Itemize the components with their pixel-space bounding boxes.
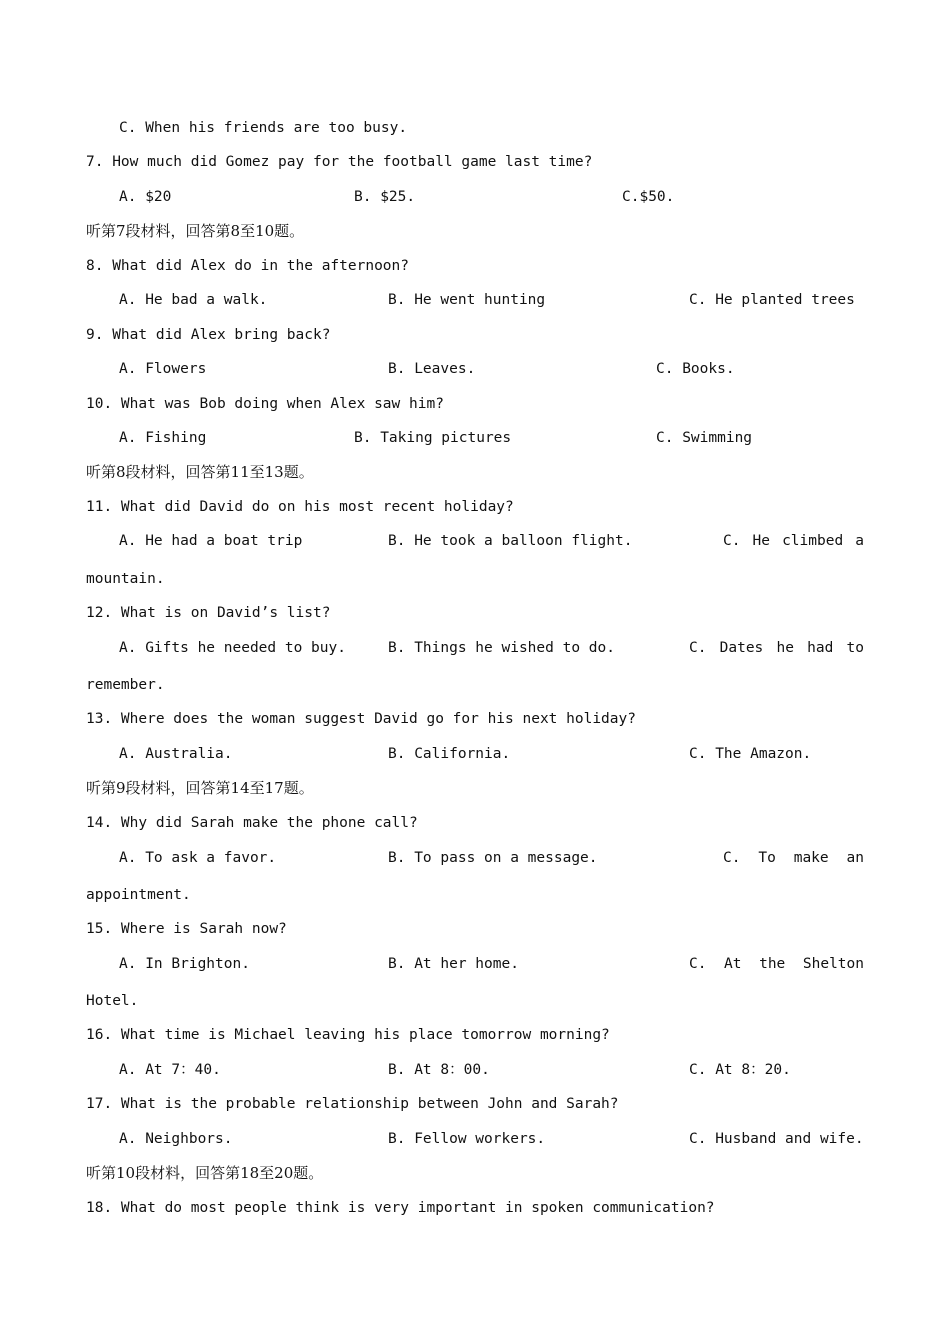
- q9-option-a: A. Flowers: [119, 361, 207, 377]
- section-heading-9: 听第9段材料，回答第14至17题。: [86, 779, 314, 797]
- q11-option-c-word: a: [855, 533, 864, 549]
- question-11: 11. What did David do on his most recent holiday?: [86, 499, 514, 515]
- section-heading-8: 听第8段材料，回答第11至13题。: [86, 463, 314, 481]
- section-heading-10: 听第10段材料，回答第18至20题。: [86, 1164, 324, 1182]
- q14-option-a: A. To ask a favor.: [119, 850, 277, 866]
- question-16: 16. What time is Michael leaving his place tomorrow morning?: [86, 1027, 610, 1043]
- q14-option-c-word: C.: [723, 850, 741, 866]
- question-8: 8. What did Alex do in the afternoon?: [86, 258, 410, 274]
- q9-option-b: B. Leaves.: [388, 361, 476, 377]
- q8-option-b: B. He went hunting: [388, 292, 546, 308]
- q12-option-c-word: had: [807, 640, 834, 656]
- question-17: 17. What is the probable relationship between John and Sarah?: [86, 1096, 619, 1112]
- q15-option-a: A. In Brighton.: [119, 956, 250, 972]
- q14-option-c: [723, 848, 864, 868]
- q11-option-c-word: He: [752, 533, 770, 549]
- q15-option-c: [689, 954, 864, 974]
- q14-option-c-word: To: [758, 850, 776, 866]
- q8-option-c: C. He planted trees: [689, 292, 855, 308]
- q15-option-c-word: At: [724, 956, 742, 972]
- q11-option-c: [723, 531, 864, 551]
- q11-option-c-continued: mountain.: [86, 571, 165, 587]
- q16-option-b: B. At 8：00.: [388, 1062, 490, 1078]
- q14-option-c-word: make: [793, 850, 829, 866]
- question-7: 7. How much did Gomez pay for the football game last time?: [86, 154, 593, 170]
- question-9: 9. What did Alex bring back?: [86, 327, 331, 343]
- q14-option-c-continued: appointment.: [86, 887, 191, 903]
- question-13: 13. Where does the woman suggest David go for his next holiday?: [86, 711, 636, 727]
- section-heading-7: 听第7段材料，回答第8至10题。: [86, 222, 305, 240]
- q16-option-a: A. At 7：40.: [119, 1062, 221, 1078]
- q9-option-c: C. Books.: [656, 361, 735, 377]
- q12-option-b: B. Things he wished to do.: [388, 640, 615, 656]
- q15-option-c-word: C.: [689, 956, 707, 972]
- q11-option-a: A. He had a boat trip: [119, 533, 303, 549]
- question-15: 15. Where is Sarah now?: [86, 921, 287, 937]
- q15-option-b: B. At her home.: [388, 956, 519, 972]
- question-10: 10. What was Bob doing when Alex saw him?: [86, 396, 444, 412]
- q17-option-c: C. Husband and wife.: [689, 1131, 864, 1147]
- q12-option-c-word: to: [846, 640, 864, 656]
- q16-option-c: C. At 8：20.: [689, 1062, 791, 1078]
- q12-option-c-continued: remember.: [86, 677, 165, 693]
- q13-option-a: A. Australia.: [119, 746, 233, 762]
- q15-option-c-continued: Hotel.: [86, 993, 139, 1009]
- q11-option-c-word: C.: [723, 533, 741, 549]
- q14-option-b: B. To pass on a message.: [388, 850, 598, 866]
- q14-option-c-word: an: [846, 850, 864, 866]
- q12-option-c-word: Dates: [719, 640, 764, 656]
- question-12: 12. What is on David’s list?: [86, 605, 331, 621]
- q10-option-c: C. Swimming: [656, 430, 753, 446]
- q6-option-c: C. When his friends are too busy.: [119, 120, 408, 136]
- q17-option-a: A. Neighbors.: [119, 1131, 233, 1147]
- q7-option-b: B. $25.: [354, 189, 416, 205]
- q17-option-b: B. Fellow workers.: [388, 1131, 546, 1147]
- q7-option-c: C.$50.: [622, 189, 675, 205]
- q8-option-a: A. He bad a walk.: [119, 292, 268, 308]
- q11-option-c-word: climbed: [782, 533, 844, 549]
- question-14: 14. Why did Sarah make the phone call?: [86, 815, 418, 831]
- q15-option-c-word: the: [759, 956, 786, 972]
- q10-option-a: A. Fishing: [119, 430, 207, 446]
- q10-option-b: B. Taking pictures: [354, 430, 512, 446]
- q12-option-c-word: he: [776, 640, 794, 656]
- q12-option-a: A. Gifts he needed to buy.: [119, 640, 346, 656]
- q11-option-b: B. He took a balloon flight.: [388, 533, 633, 549]
- q15-option-c-word: Shelton: [802, 956, 864, 972]
- q13-option-b: B. California.: [388, 746, 511, 762]
- q13-option-c: C. The Amazon.: [689, 746, 812, 762]
- q12-option-c: [689, 638, 864, 658]
- q12-option-c-word: C.: [689, 640, 707, 656]
- q7-option-a: A. $20: [119, 189, 172, 205]
- question-18: 18. What do most people think is very important in spoken communication?: [86, 1200, 715, 1216]
